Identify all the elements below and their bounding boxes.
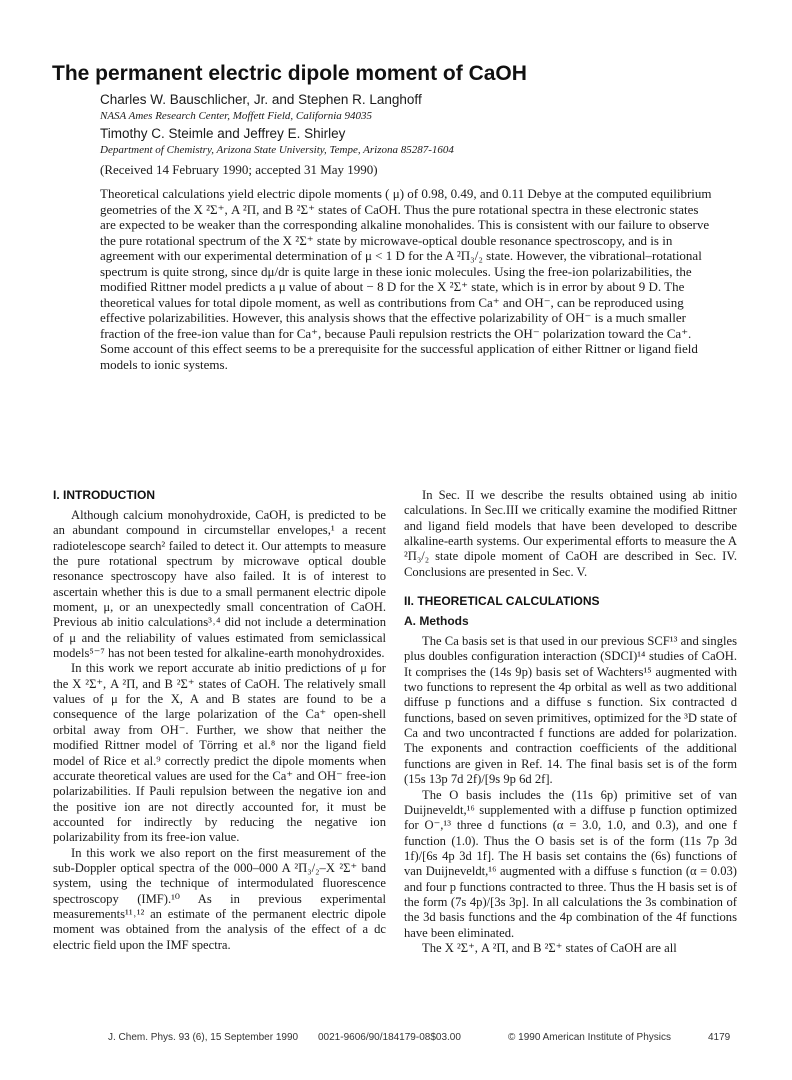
intro-paragraph: In this work we report accurate ab initio predictions of μ for the X ²Σ⁺, A ²Π, and B ²Σ⁺ states of CaOH. The relatively small values of μ for the X, A and B states are found to be a consequence of the large polarization of the Ca⁺ open-shell orbital away from OH⁻. Further, we show that neither the modified Rittner model of Törring et al.⁸ nor the ligand field model of Rice et al.⁹ correctly predict the dipole moments when accurate theoretical values are used for the Ca⁺ and OH⁻ free-ion polarizabilities. If Pauli repulsion between the negative ion and the positive ion are not directly accounted for, it must be accounted for indirectly by reducing the negative ion polarizability from its free-ion value. bbox=[53, 661, 386, 845]
abstract: Theoretical calculations yield electric dipole moments ( μ) of 0.98, 0.49, and 0.11 Debye at the computed equilibrium geometries of the X ²Σ⁺, A ²Π, and B ²Σ⁺ states of CaOH. Thus the pure rotational spectra in these electronic states are expected to be weaker than the corresponding alkaline monohalides. This is consistent with our failure to observe the pure rotational spectrum of the X ²Σ⁺ state by microwave-optical double resonance spectroscopy, and is in agreement with our experimental determination of μ < 1 D for the A ²Π₃/₂ state. However, the vibrational–rotational spectrum is quite strong, since dμ/dr is quite large in these ionic molecules. Using the free-ion polarizabilities, the modified Rittner model predicts a μ value of about − 8 D for the X ²Σ⁺ state, which is in error by about 9 D. The theoretical values for total dipole moment, as well as contributions from Ca⁺ and OH⁻, can be reproduced using effective polarizabilities. However, this analysis shows that the effective polarizability of OH⁻ is a much smaller fraction of the free-ion value than for Ca⁺, because Pauli repulsion restricts the OH⁻ polarization toward the Ca⁺. Some account of this effect seems to be a prerequisite for the successful application of either Rittner or ligand field models to ionic systems. bbox=[100, 186, 712, 372]
left-column bbox=[53, 488, 386, 1018]
affiliation-2: Department of Chemistry, Arizona State University, Tempe, Arizona 85287-1604 bbox=[100, 144, 454, 156]
journal-citation: J. Chem. Phys. 93 (6), 15 September 1990 bbox=[108, 1032, 299, 1043]
intro-paragraph: In this work we also report on the first measurement of the sub-Doppler optical spectra of the 000–000 A ²Π₃/₂–X ²Σ⁺ band system, using the technique of intermodulated fluorescence spectroscopy (IMF).¹⁰ As in previous experimental measurements¹¹˒¹² an estimate of the permanent electric dipole moment was obtained from the analysis of the effect of a dc electric field upon the IMF spectra. bbox=[53, 845, 386, 952]
copyright-notice: © 1990 American Institute of Physics bbox=[508, 1032, 672, 1043]
author-line-1: Charles W. Bauschlicher, Jr. and Stephen R. Langhoff bbox=[100, 92, 422, 107]
intro-paragraph: Although calcium monohydroxide, CaOH, is predicted to be an abundant compound in circumstellar envelopes,¹ a recent radiotelescope search² failed to detect it. Our attempts to measure the pure rotational spectrum by microwave optical double resonance spectroscopy have also failed. It is of interest to ascertain whether this is due to a small permanent electric dipole moment, μ, or an unexpectedly small concentration of CaOH. Previous ab initio calculations³˒⁴ did not include a determination of μ and the reliability of values estimated from semiclassical models⁵⁻⁷ has not been tested for alkaline-earth monohydroxides. bbox=[53, 508, 386, 661]
page-footer bbox=[0, 1032, 792, 1046]
methods-paragraph: The O basis includes the (11s 6p) primitive set of van Duijneveldt,¹⁶ supplemented with a diffuse p function optimized for O⁻,¹³ three d functions (α = 3.0, 1.0, and 0.3), and one f function (1.0). Thus the O basis set is of the form (11s 7p 3d 1f)/[6s 4p 3d 1f]. The H basis set contains the (6s) functions of van Duijneveldt,¹⁶ augmented with a diffuse s function (α = 0.03) and four p functions contracted to three. Thus the H basis set is of the form (7s 4p)/[3s 3p]. In all calculations the 3s combination of the 3d basis functions and the 4p combination of the 4f functions have been eliminated. bbox=[404, 787, 737, 940]
sections-overview-paragraph: In Sec. II we describe the results obtained using ab initio calculations. In Sec.III we critically examine the modified Rittner and ligand field models that have been developed to describe alkaline-earth systems. Our experimental efforts to measure the A ²Π₃/₂ state dipole moment of CaOH are described in Sec. IV. Conclusions are presented in Sec. V. bbox=[404, 488, 737, 579]
right-column bbox=[404, 488, 737, 1018]
methods-paragraph: The X ²Σ⁺, A ²Π, and B ²Σ⁺ states of CaOH are all bbox=[422, 940, 677, 955]
paper-title: The permanent electric dipole moment of CaOH bbox=[52, 62, 527, 85]
section-heading-introduction: I. INTRODUCTION bbox=[53, 488, 155, 502]
affiliation-1: NASA Ames Research Center, Moffett Field, California 94035 bbox=[100, 110, 373, 122]
article-code: 0021-9606/90/184179-08$03.00 bbox=[318, 1032, 461, 1043]
page-number: 4179 bbox=[708, 1032, 731, 1043]
methods-paragraph: The Ca basis set is that used in our previous SCF¹³ and singles plus doubles configuration interaction (SDCI)¹⁴ studies of CaOH. It comprises the (14s 9p) basis set of Wachters¹⁵ augmented with two functions to represent the 4p orbital as well as two additional diffuse p functions and a diffuse s function. Six contracted d functions, based on seven primitives, optimized for the ³D state of Ca and two uncontracted f functions are added for polarization. The exponents and contraction coefficients of the additional functions are given in Ref. 14. The final basis set is of the form (15s 13p 7d 2f)/[9s 9p 6d 2f]. bbox=[404, 634, 737, 787]
section-heading-theoretical: II. THEORETICAL CALCULATIONS bbox=[404, 594, 600, 609]
subsection-heading-methods: A. Methods bbox=[404, 614, 469, 629]
received-date: (Received 14 February 1990; accepted 31 May 1990) bbox=[100, 162, 378, 177]
author-line-2: Timothy C. Steimle and Jeffrey E. Shirley bbox=[100, 126, 346, 141]
